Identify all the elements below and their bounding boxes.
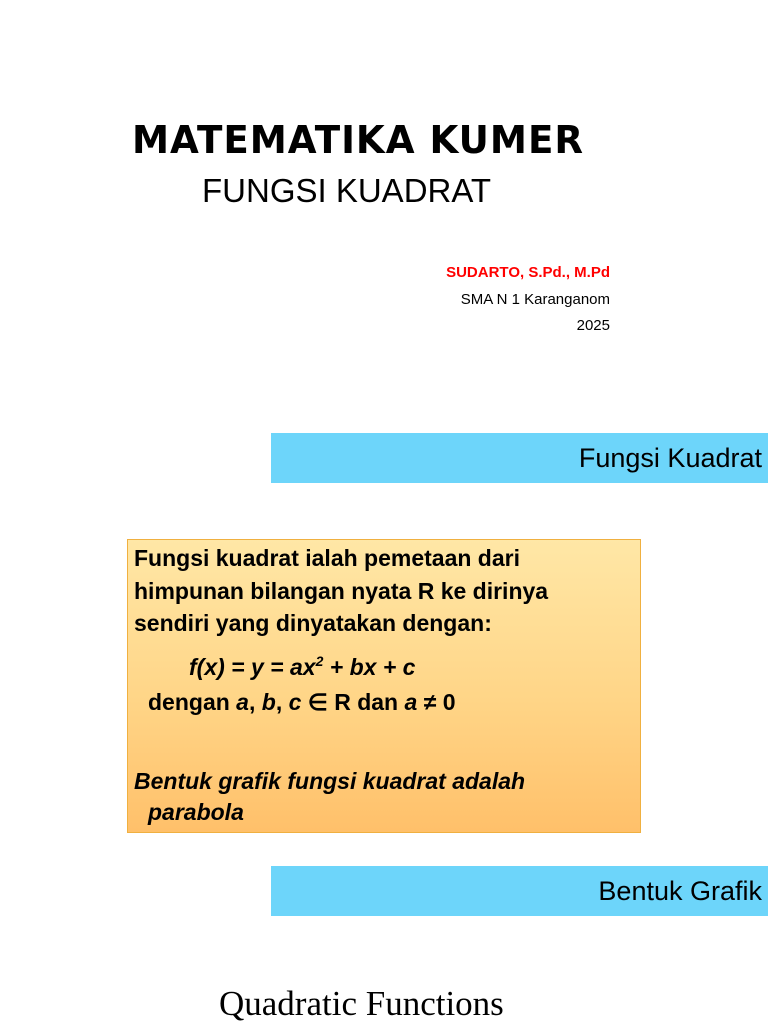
conditions-separator: , <box>248 688 262 715</box>
graph-note-continued: parabola <box>148 798 244 825</box>
conditions-prefix: dengan <box>148 688 237 715</box>
formula-exponent: 2 <box>315 652 324 669</box>
var-a: a <box>236 688 249 715</box>
definition-line: sendiri yang dinyatakan dengan: <box>134 610 492 636</box>
formula-rhs: + bx + c <box>323 653 416 680</box>
figure-title: Quadratic Functions <box>219 984 504 1023</box>
graph-note: Bentuk grafik fungsi kuadrat adalah <box>134 767 526 794</box>
section-banner-bentuk-grafik: Bentuk Grafik <box>271 866 768 916</box>
author-block <box>446 260 610 340</box>
conditions-neq: ≠ 0 <box>417 688 456 715</box>
definition-line: Fungsi kuadrat ialah pemetaan dari <box>134 545 520 571</box>
conditions-member: ∈ R dan <box>301 688 405 715</box>
conditions-separator: , <box>275 688 289 715</box>
definition-line: himpunan bilangan nyata R ke dirinya <box>134 577 549 604</box>
var-a: a <box>404 688 418 715</box>
formula-lhs: f(x) = y = ax <box>189 653 316 680</box>
author-school: SMA N 1 Karanganom <box>460 290 610 308</box>
section-banner-fungsi-kuadrat: Fungsi Kuadrat <box>271 433 768 483</box>
quadratic-formula <box>189 644 634 684</box>
var-b: b <box>261 688 276 715</box>
document-subtitle: FUNGSI KUADRAT <box>202 172 492 209</box>
document-title: MATEMATIKA KUMER <box>132 118 585 162</box>
definition-box <box>127 539 641 833</box>
var-c: c <box>288 688 302 715</box>
formula-conditions <box>148 684 634 720</box>
author-name: SUDARTO, S.Pd., M.Pd <box>446 264 610 281</box>
author-year: 2025 <box>576 317 610 334</box>
